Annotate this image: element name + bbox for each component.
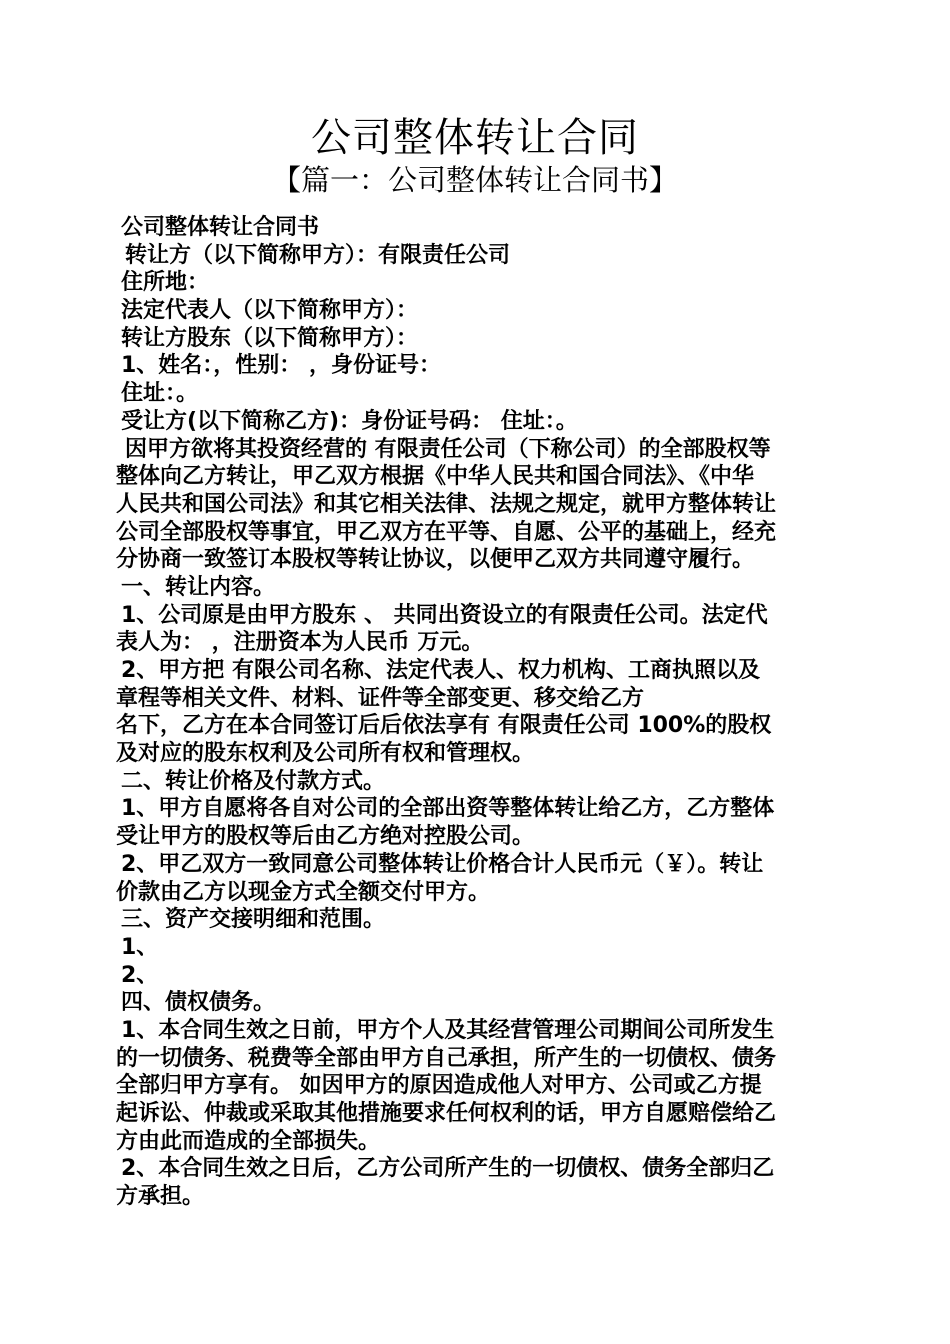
section-heading: 一、转让内容。: [121, 574, 276, 600]
contract-heading: 公司整体转让合同书: [121, 215, 320, 240]
paragraph-line: 的一切债务、税费等全部由甲方自己承担，所产生的一切债权、债务: [116, 1045, 777, 1071]
shareholder-info-line: 1、姓名：，性别： ，身份证号：: [121, 353, 441, 379]
paragraph-line: 方由此而造成的全部损失。: [116, 1128, 381, 1154]
paragraph-line: 全部归甲方享有。 如因甲方的原因造成他人对甲方、公司或乙方提: [116, 1073, 762, 1099]
legal-representative-line: 法定代表人（以下简称甲方）：: [121, 298, 419, 324]
paragraph-line: 价款由乙方以现金方式全额交付甲方。: [116, 879, 491, 905]
list-item: 2、: [121, 962, 159, 988]
section-heading: 四、债权债务。: [121, 990, 276, 1016]
document-subtitle: 【篇一：公司整体转让合同书】: [271, 163, 678, 197]
paragraph-line: 2、本合同生效之日后，乙方公司所产生的一切债权、债务全部归乙: [121, 1156, 775, 1182]
paragraph-line: 起诉讼、仲裁或采取其他措施要求任何权利的话，甲方自愿赔偿给乙: [116, 1101, 777, 1126]
paragraph-line: 受让甲方的股权等后由乙方绝对控股公司。: [116, 824, 535, 850]
section-heading: 二、转让价格及付款方式。: [121, 768, 386, 794]
shareholder-address-line: 住址：。: [121, 381, 199, 407]
transferee-line: 受让方(以下简称乙方)：身份证号码： 住址：。: [121, 408, 578, 434]
paragraph-line: 名下，乙方在本合同签订后后依法享有 有限责任公司 100%的股权: [116, 713, 772, 739]
paragraph-line: 2、甲方把 有限公司名称、法定代表人、权力机构、工商执照以及: [121, 658, 760, 683]
paragraph-line: 章程等相关文件、材料、证件等全部变更、移交给乙方: [116, 685, 645, 711]
paragraph-line: 方承担。: [116, 1184, 205, 1210]
paragraph-line: 人民共和国公司法》和其它相关法律、法规之规定，就甲方整体转让: [116, 491, 777, 517]
section-heading: 三、资产交接明细和范围。: [121, 907, 386, 933]
paragraph-line: 1、公司原是由甲方股东 、 共同出资设立的有限责任公司。法定代: [121, 602, 768, 628]
paragraph-line: 及对应的股东权利及公司所有权和管理权。: [116, 741, 535, 767]
paragraph-line: 表人为： ，注册资本为人民币 万元。: [116, 630, 484, 656]
paragraph-line: 1、甲方自愿将各自对公司的全部出资等整体转让给乙方，乙方整体: [121, 796, 775, 822]
list-item: 1、: [121, 934, 159, 960]
transferor-shareholder-line: 转让方股东（以下简称甲方）：: [121, 325, 419, 351]
paragraph-line: 公司全部股权等事宜，甲乙双方在平等、自愿、公平的基础上，经充: [116, 519, 777, 545]
paragraph-line: 整体向乙方转让，甲乙双方根据《中华人民共和国合同法》、《中华: [116, 464, 755, 490]
transferor-line: 转让方（以下简称甲方）：有限责任公司: [125, 242, 511, 268]
document-title: 公司整体转让合同: [311, 115, 639, 161]
address-line: 住所地：: [121, 270, 210, 296]
paragraph-line: 分协商一致签订本股权等转让协议，以便甲乙双方共同遵守履行。: [116, 547, 755, 573]
paragraph-line: 1、本合同生效之日前，甲方个人及其经营管理公司期间公司所发生: [121, 1017, 775, 1043]
paragraph-line: 2、甲乙双方一致同意公司整体转让价格合计人民币元（￥）。转让: [121, 851, 764, 877]
paragraph-line: 因甲方欲将其投资经营的 有限责任公司（下称公司）的全部股权等: [125, 436, 771, 462]
document-body: [116, 214, 838, 1211]
